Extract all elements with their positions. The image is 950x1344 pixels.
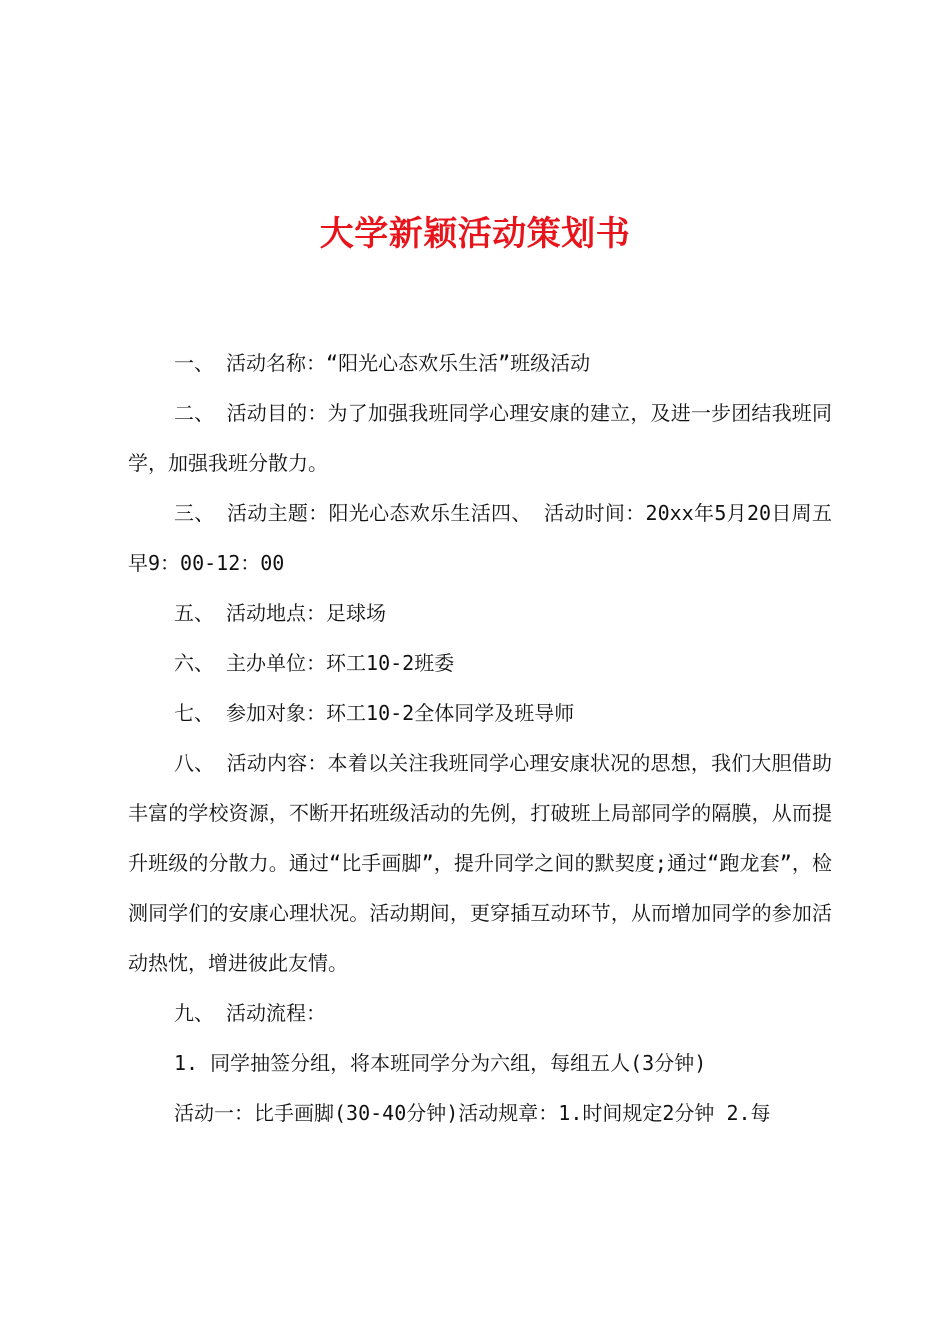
document-body xyxy=(128,338,832,1138)
paragraph-process-step-1: 1. 同学抽签分组，将本班同学分为六组，每组五人(3分钟) xyxy=(174,1051,707,1075)
paragraph-organizer: 六、 主办单位：环工10-2班委 xyxy=(174,651,455,675)
paragraph-participants: 七、 参加对象：环工10-2全体同学及班导师 xyxy=(174,701,575,725)
paragraph-activity-process: 九、 活动流程： xyxy=(174,1001,327,1025)
paragraph-activity-content: 八、 活动内容：本着以关注我班同学心理安康状况的思想，我们大胆借助丰富的学校资源，不断开拓班级活动的先例，打破班上局部同学的隔膜，从而提升班级的分散力。通过“比手画脚”，提升同学之间的默契度;通过“跑龙套”，检测同学们的安康心理状况。活动期间，更穿插互动环节，从而增加同学的参加活动热忱，增进彼此友情。 xyxy=(128,751,832,975)
paragraph-activity-name: 一、 活动名称：“阳光心态欢乐生活”班级活动 xyxy=(174,351,591,375)
paragraph-activity-location: 五、 活动地点：足球场 xyxy=(174,601,387,625)
paragraph-activity-purpose: 二、 活动目的：为了加强我班同学心理安康的建立，及进一步团结我班同学，加强我班分散力。 xyxy=(128,401,832,475)
paragraph-activity-theme-time: 三、 活动主题：阳光心态欢乐生活四、 活动时间：20xx年5月20日周五早9：00-12：00 xyxy=(128,501,832,575)
document-title: 大学新颖活动策划书 xyxy=(319,214,631,254)
paragraph-activity-one: 活动一：比手画脚(30-40分钟)活动规章：1.时间规定2分钟 2.每 xyxy=(174,1101,771,1125)
